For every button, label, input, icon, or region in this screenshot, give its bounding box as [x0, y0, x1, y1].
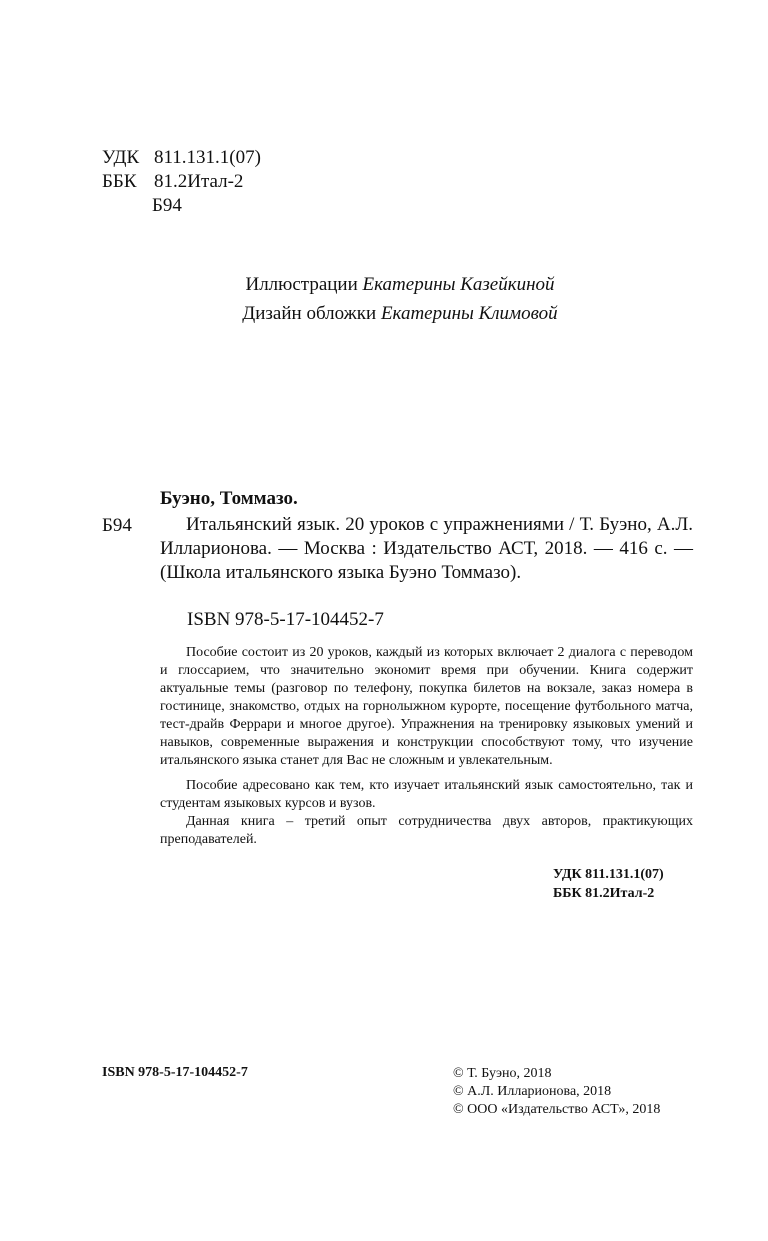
udk-value: 811.131.1(07) — [154, 147, 261, 168]
catalog-description: Итальянский язык. 20 уроков с упражнениями / Т. Буэно, А.Л. Илларионова. — Москва : Издательство АСТ, 2018. — 416 с. — (Школа итальянского языка Буэно Томмазо). — [160, 514, 693, 583]
bbk-row — [102, 170, 261, 194]
copyright-line: © А.Л. Илларионова, 2018 — [453, 1084, 612, 1099]
catalog-mark: Б94 — [102, 515, 132, 536]
catalog-isbn: ISBN 978-5-17-104452-7 — [187, 609, 384, 630]
udk-bold: УДК 811.131.1(07) — [553, 867, 664, 882]
cover-design-credit — [0, 299, 768, 328]
illustrator-name: Екатерины Казейкиной — [362, 274, 555, 295]
copyright-line: © Т. Буэно, 2018 — [453, 1066, 552, 1081]
copyright-block — [453, 1065, 660, 1119]
classification-block — [102, 146, 261, 218]
annotation-paragraph-2: Пособие адресовано как тем, кто изучает итальянский язык самостоятельно, так и студентам языковых курсов и вузов. — [160, 778, 693, 811]
cover-designer-name: Екатерины Климовой — [380, 303, 558, 324]
author-mark: Б94 — [152, 195, 182, 216]
bold-codes — [553, 865, 664, 903]
udk-label: УДК — [102, 147, 140, 168]
copyright-line: © ООО «Издательство АСТ», 2018 — [453, 1102, 661, 1117]
credits-block — [0, 270, 768, 328]
bbk-bold: ББК 81.2Итал-2 — [553, 886, 655, 901]
bbk-value: 81.2Итал-2 — [154, 171, 244, 192]
illustrations-prefix: Иллюстрации — [245, 274, 358, 295]
illustrations-credit — [0, 270, 768, 299]
catalog-author: Буэно, Томмазо. — [160, 488, 298, 509]
annotation-paragraph-3: Данная книга – третий опыт сотрудничества двух авторов, практикующих преподавателей. — [160, 814, 693, 847]
annotation — [160, 644, 693, 856]
udk-row — [102, 146, 261, 170]
cover-prefix: Дизайн обложки — [242, 303, 377, 324]
footer-isbn: ISBN 978-5-17-104452-7 — [102, 1065, 248, 1080]
annotation-paragraph-1: Пособие состоит из 20 уроков, каждый из которых включает 2 диалога с переводом и глоссарием, что значительно экономит время при обучении. Книга содержит актуальные темы (разговор по телефону, покупка билетов на вокзале, заказ номера в гостинице, знакомство, отдых на горнолыжном курорте, посещение футбольного матча, тест-драйв Феррари и многое другое). Упражнения на тренировку языковых умений и навыков, современные выражения и конструкции способствуют тому, что изучение итальянского языка станет для Вас не сложным и увлекательным. — [160, 645, 693, 768]
bbk-label: ББК — [102, 171, 137, 192]
